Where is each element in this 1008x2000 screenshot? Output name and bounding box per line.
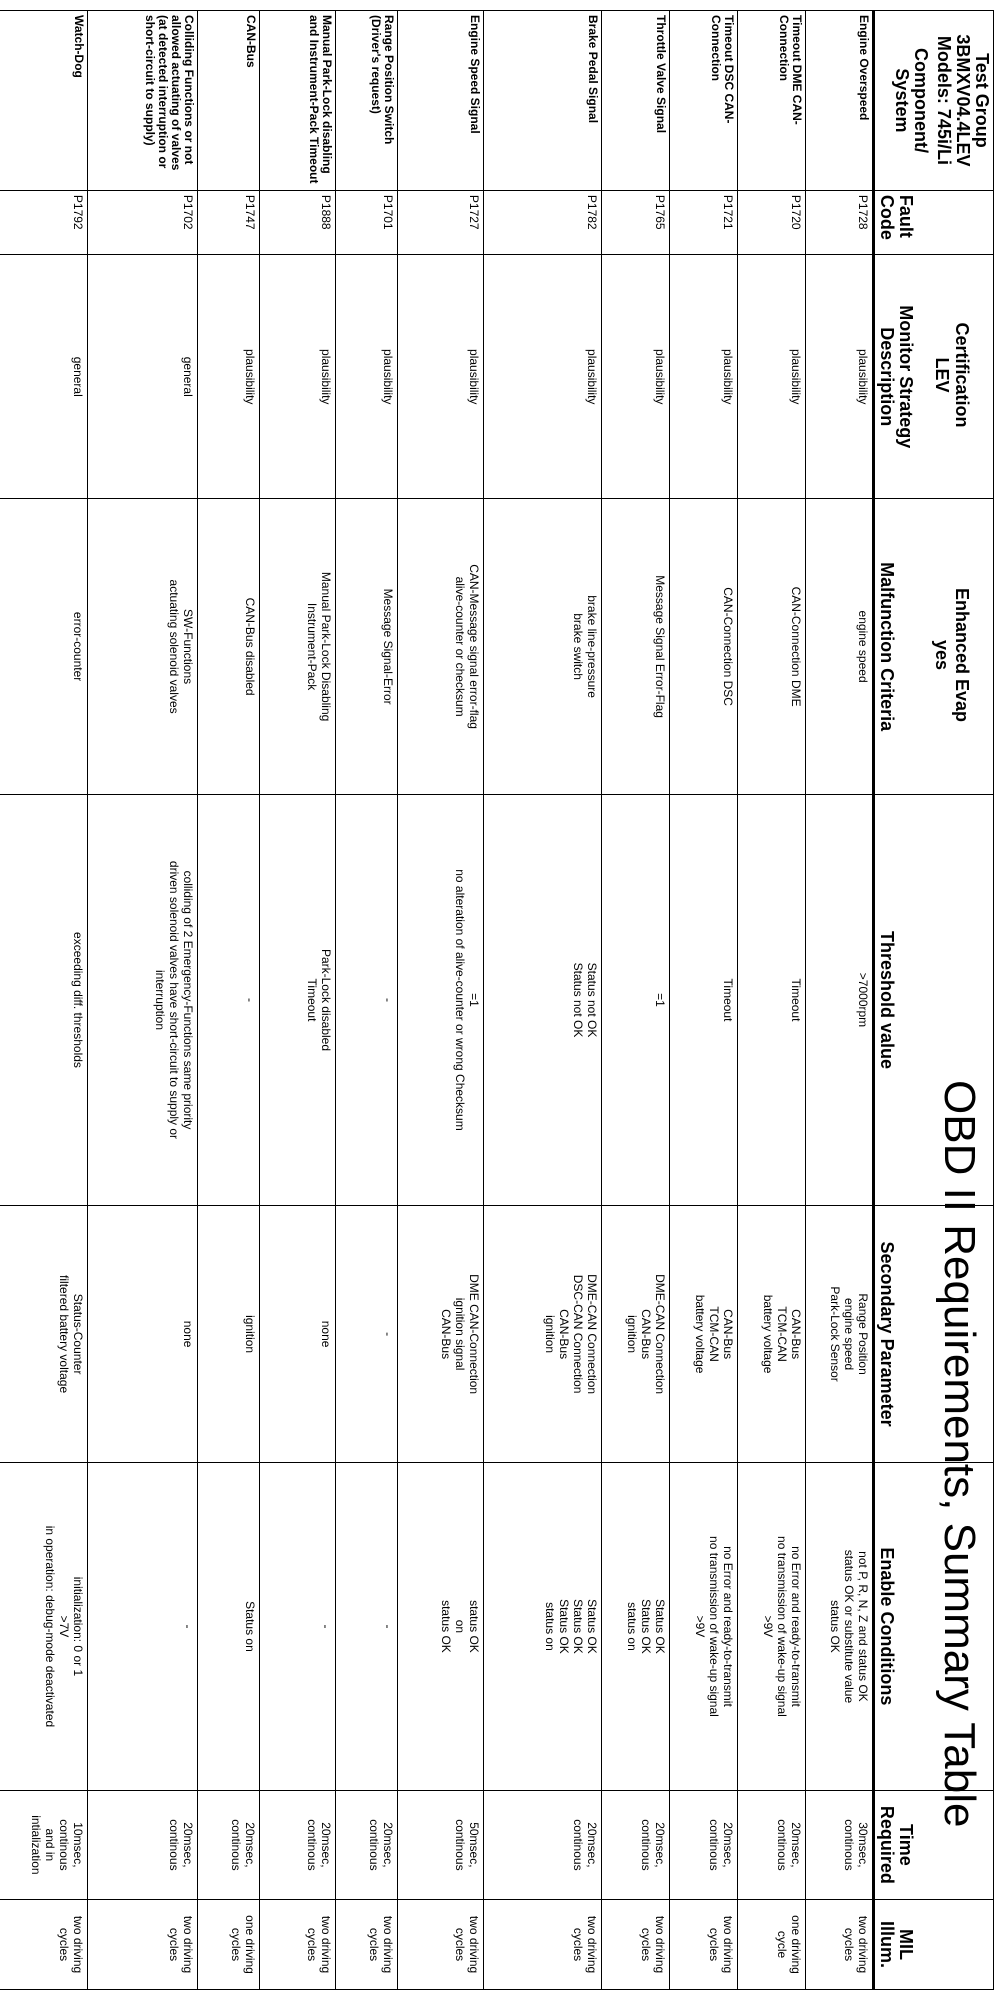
models-value: Models: 745i/Li: [934, 35, 954, 165]
cell-secondary: DME-CAN Connection CAN-Bus ignition: [602, 1206, 670, 1463]
header-time: Time Required: [874, 1790, 994, 1899]
cell-mil: two driving cycles: [602, 1900, 670, 1990]
header-enable: Enable Conditions: [874, 1463, 994, 1791]
cell-malfunction: Message Signal Error-Flag: [602, 499, 670, 795]
cell-threshold: -: [336, 794, 398, 1205]
certification-value: LEV: [932, 357, 952, 393]
cell-malfunction: CAN-Bus disabled: [198, 499, 260, 795]
cell-threshold: exceeding diff. thresholds: [0, 794, 88, 1205]
cell-time: 50msec, continous: [398, 1790, 484, 1899]
cell-secondary: DME CAN-Connection ignition signal CAN-Bus: [398, 1206, 484, 1463]
table-header-row: [874, 11, 994, 1990]
cell-code: P1721: [670, 190, 738, 254]
cell-enable: Status on: [198, 1463, 260, 1791]
cell-time: 20msec, continous: [602, 1790, 670, 1899]
cell-threshold: =1: [602, 794, 670, 1205]
cell-enable: no Error and ready-to-transmit no transmission of wake-up signal >9V: [738, 1463, 806, 1791]
table-row: [602, 11, 670, 1990]
cell-component: Manual Park-Lock disabling and Instrument-Pack Timeout: [260, 11, 336, 191]
header-fault-code: Fault Code: [874, 190, 994, 254]
cell-component: Watch-Dog: [0, 11, 88, 191]
evap-label: Enhanced Evap: [952, 587, 972, 723]
cell-secondary: CAN-Bus TCM-CAN battery voltage: [738, 1206, 806, 1463]
cell-threshold: Timeout: [738, 794, 806, 1205]
cell-monitor: plausibility: [738, 255, 806, 499]
header-monitor: Monitor Strategy Description: [874, 255, 994, 499]
table-row: [484, 11, 602, 1990]
certification-label: Certification: [952, 322, 972, 428]
cell-code: P1701: [336, 190, 398, 254]
cell-enable: no Error and ready-to-transmit no transmission of wake-up signal >9V: [670, 1463, 738, 1791]
cell-secondary: CAN-Bus TCM-CAN battery voltage: [670, 1206, 738, 1463]
cell-mil: two driving cycles: [88, 1900, 198, 1990]
table-row: [398, 11, 484, 1990]
test-group-value: 3BMXV04.4LEV: [953, 34, 973, 167]
cell-component: CAN-Bus: [198, 11, 260, 191]
table-row: [88, 11, 198, 1990]
cell-mil: two driving cycles: [0, 1900, 88, 1990]
cell-threshold: >7000rpm: [806, 794, 874, 1205]
cell-secondary: Status-Counter filtered battery voltage: [0, 1206, 88, 1463]
header-mil: MIL Illum.: [874, 1900, 994, 1990]
cell-malfunction: CAN-Connection DSC: [670, 499, 738, 795]
cell-malfunction: engine speed: [806, 499, 874, 795]
cell-malfunction: brake line-pressure brake switch: [484, 499, 602, 795]
cell-code: P1727: [398, 190, 484, 254]
cell-secondary: ignition: [198, 1206, 260, 1463]
cell-code: P1782: [484, 190, 602, 254]
cell-enable: -: [88, 1463, 198, 1791]
cell-monitor: plausibility: [336, 255, 398, 499]
cell-time: 20msec, continous: [198, 1790, 260, 1899]
cell-threshold: =1 no alteration of alive-counter or wrong Checksum: [398, 794, 484, 1205]
cell-component: Colliding Functions or not allowed actuating of valves (at detected interruption or short-circuit to supply): [88, 11, 198, 191]
cell-monitor: plausibility: [670, 255, 738, 499]
cell-enable: -: [336, 1463, 398, 1791]
cell-malfunction: error-counter: [0, 499, 88, 795]
cell-enable: initialization: 0 or 1 >7V in operation: debug-mode deactivated: [0, 1463, 88, 1791]
header-threshold: Threshold value: [874, 794, 994, 1205]
cell-monitor: plausibility: [602, 255, 670, 499]
header-component: [874, 11, 994, 191]
cell-code: P1702: [88, 190, 198, 254]
cell-secondary: none: [88, 1206, 198, 1463]
cell-secondary: -: [336, 1206, 398, 1463]
cell-component: Range Position Switch (Driver's request): [336, 11, 398, 191]
cell-code: P1765: [602, 190, 670, 254]
cell-component: Timeout DSC CAN-Connection: [670, 11, 738, 191]
cell-mil: two driving cycles: [336, 1900, 398, 1990]
cell-enable: Status OK Status OK Status OK status on: [484, 1463, 602, 1791]
cell-enable: status OK on status OK: [398, 1463, 484, 1791]
cell-enable: not P, R, N, Z and status OK status OK or substitute value status OK: [806, 1463, 874, 1791]
cell-monitor: plausibility: [398, 255, 484, 499]
cell-threshold: Park-Lock disabled Timeout: [260, 794, 336, 1205]
cell-time: 20msec, continous: [88, 1790, 198, 1899]
cell-component: Engine Speed Signal: [398, 11, 484, 191]
cell-secondary: Range Position engine speed Park-Lock Sensor: [806, 1206, 874, 1463]
cell-time: 10msec, continous and in intialization: [0, 1790, 88, 1899]
cell-time: 20msec, continous: [670, 1790, 738, 1899]
table-row: [336, 11, 398, 1990]
table-row: [0, 11, 88, 1990]
page-title: OBD II Requirements, Summary Table: [935, 1080, 984, 1828]
cell-code: P1888: [260, 190, 336, 254]
table-row: [260, 11, 336, 1990]
cell-code: P1747: [198, 190, 260, 254]
cell-mil: two driving cycles: [260, 1900, 336, 1990]
cell-monitor: general: [88, 255, 198, 499]
cell-component: Engine Overspeed: [806, 11, 874, 191]
cell-monitor: general: [0, 255, 88, 499]
cell-malfunction: Message Signal-Error: [336, 499, 398, 795]
cell-threshold: Status not OK Status not OK: [484, 794, 602, 1205]
cell-threshold: -: [198, 794, 260, 1205]
cell-mil: two driving cycles: [484, 1900, 602, 1990]
header-malfunction: Malfunction Criteria: [874, 499, 994, 795]
cell-malfunction: CAN-Message signal error-flag alive-counter or checksum: [398, 499, 484, 795]
cell-mil: two driving cycles: [806, 1900, 874, 1990]
cell-mil: one driving cycle: [738, 1900, 806, 1990]
cell-threshold: colliding of 2 Emergency-Functions same priority driven solenoid valves have short-circuit to supply or interruption: [88, 794, 198, 1205]
cell-code: P1728: [806, 190, 874, 254]
cell-monitor: plausibility: [806, 255, 874, 499]
cell-code: P1792: [0, 190, 88, 254]
cell-threshold: Timeout: [670, 794, 738, 1205]
table-row: [198, 11, 260, 1990]
cell-secondary: DME-CAN Connection DSC-CAN Connection CAN-Bus ignition: [484, 1206, 602, 1463]
cell-mil: two driving cycles: [398, 1900, 484, 1990]
table-row: [738, 11, 806, 1990]
cell-mil: one driving cycles: [198, 1900, 260, 1990]
cell-time: 20msec, continous: [260, 1790, 336, 1899]
component-column-label: Component/ System: [892, 47, 931, 153]
table-row: [670, 11, 738, 1990]
cell-time: 20msec, continous: [484, 1790, 602, 1899]
cell-component: Brake Pedal Signal: [484, 11, 602, 191]
test-group-label: Test Group: [972, 53, 992, 148]
cell-secondary: none: [260, 1206, 336, 1463]
obd-summary-table: [0, 10, 994, 1990]
cell-time: 20msec, continous: [738, 1790, 806, 1899]
cell-monitor: plausibility: [484, 255, 602, 499]
cell-malfunction: CAN-Connection DME: [738, 499, 806, 795]
cell-enable: -: [260, 1463, 336, 1791]
cell-time: 20msec, continous: [336, 1790, 398, 1899]
cell-mil: two driving cycles: [670, 1900, 738, 1990]
evap-value: yes: [932, 639, 952, 671]
cell-monitor: plausibility: [260, 255, 336, 499]
cell-malfunction: Manual Park-Lock Disabling Instrument-Pack: [260, 499, 336, 795]
cell-monitor: plausibility: [198, 255, 260, 499]
header-secondary: Secondary Parameter: [874, 1206, 994, 1463]
cell-time: 30msec, continous: [806, 1790, 874, 1899]
cell-enable: Status OK Status OK status on: [602, 1463, 670, 1791]
table-row: [806, 11, 874, 1990]
cell-malfunction: SW-Functions actuating solenoid valves: [88, 499, 198, 795]
cell-component: Throttle Valve Signal: [602, 11, 670, 191]
cell-component: Timeout DME CAN-Connection: [738, 11, 806, 191]
cell-code: P1720: [738, 190, 806, 254]
